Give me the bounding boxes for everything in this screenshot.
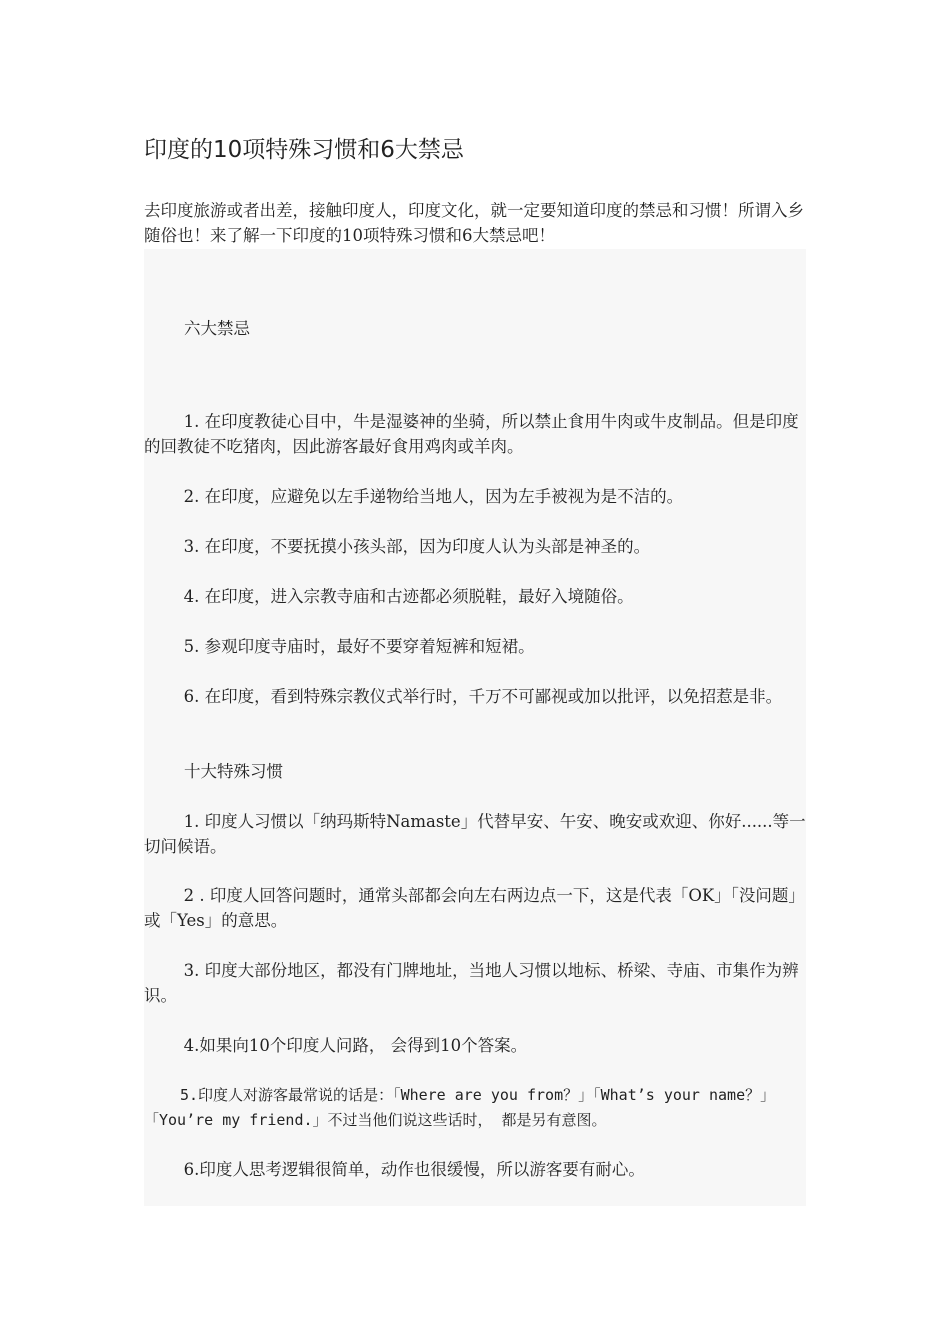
shaded-content-block (144, 249, 806, 1206)
habit-item-5: 5.印度人对游客最常说的话是：「Where are you from？」「What’s your name？」「You’re my friend.」不过当他们说这些话时， 都是另有意图。 (144, 1086, 776, 1129)
taboos-heading: 六大禁忌 (184, 319, 250, 338)
habit-item-6: 6.印度人思考逻辑很简单，动作也很缓慢，所以游客要有耐心。 (183, 1160, 645, 1179)
taboo-item-2: 2. 在印度，应避免以左手递物给当地人，因为左手被视为是不洁的。 (183, 487, 684, 506)
habit-item-1: 1. 印度人习惯以「纳玛斯特Namaste」代替早安、午安、晚安或欢迎、你好......等一切问候语。 (144, 812, 806, 856)
habit-item-3: 3. 印度大部份地区，都没有门牌地址，当地人习惯以地标、桥梁、寺庙、市集作为辨识。 (144, 961, 799, 1005)
taboo-item-4: 4. 在印度，进入宗教寺庙和古迹都必须脱鞋，最好入境随俗。 (183, 587, 634, 606)
habits-heading: 十大特殊习惯 (184, 762, 283, 781)
intro-paragraph: 去印度旅游或者出差，接触印度人，印度文化，就一定要知道印度的禁忌和习惯！所谓入乡随俗也！来了解一下印度的10项特殊习惯和6大禁忌吧！ (144, 201, 804, 245)
habit-item-4: 4.如果向10个印度人问路， 会得到10个答案。 (183, 1036, 528, 1055)
taboo-item-3: 3. 在印度，不要抚摸小孩头部，因为印度人认为头部是神圣的。 (183, 537, 651, 556)
document-title: 印度的10项特殊习惯和6大禁忌 (144, 137, 464, 163)
taboo-item-5: 5. 参观印度寺庙时，最好不要穿着短裤和短裙。 (183, 637, 535, 656)
taboo-item-6: 6. 在印度，看到特殊宗教仪式举行时，千万不可鄙视或加以批评，以免招惹是非。 (183, 687, 783, 706)
taboo-item-1: 1. 在印度教徒心目中，牛是湿婆神的坐骑，所以禁止食用牛肉或牛皮制品。但是印度的回教徒不吃猪肉，因此游客最好食用鸡肉或羊肉。 (144, 412, 799, 456)
habit-item-2: 2 . 印度人回答问题时，通常头部都会向左右两边点一下，这是代表「OK」「没问题」或「Yes」的意思。 (144, 886, 805, 930)
